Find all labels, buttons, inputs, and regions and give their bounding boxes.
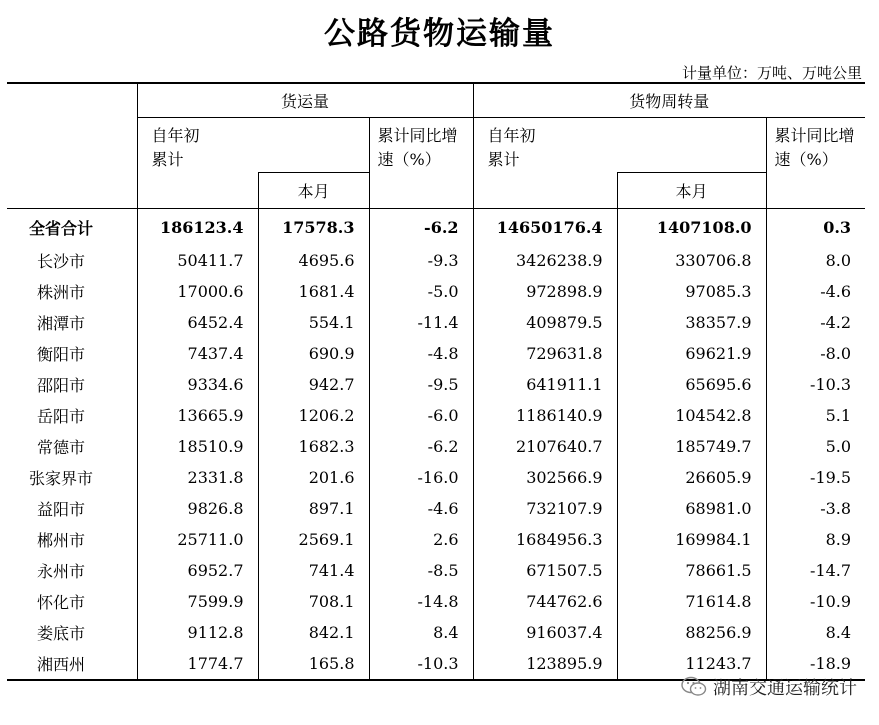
region-name: 岳阳市 [37,407,86,426]
cell-t-ytd: 744762.6 [473,586,617,617]
wechat-icon [681,676,707,698]
volume-yoy-line2: 速（%） [377,150,441,169]
cell-t-ytd: 1186140.9 [473,400,617,431]
table-row [7,307,865,338]
cell-v-yoy: -9.5 [369,369,473,400]
cell-v-month: 1206.2 [258,400,369,431]
cell-v-yoy: -10.3 [369,648,473,680]
region-name: 益阳市 [37,500,86,519]
cell-v-ytd: 13665.9 [137,400,258,431]
cell-v-yoy: -8.5 [369,555,473,586]
cell-v-ytd: 6452.4 [137,307,258,338]
cell-t-yoy: 8.0 [766,245,865,276]
cell-v-ytd: 9334.6 [137,369,258,400]
region-name: 株洲市 [37,283,86,302]
table-row [7,400,865,431]
table-row [7,338,865,369]
cell-v-month: 741.4 [258,555,369,586]
cell-t-yoy: -10.3 [766,369,865,400]
cell-v-yoy: -4.8 [369,338,473,369]
cell-t-month: 88256.9 [617,617,766,648]
cell-t-yoy: 8.4 [766,617,865,648]
cell-v-ytd: 186123.4 [137,209,258,246]
cell-t-ytd: 1684956.3 [473,524,617,555]
cell-t-yoy: 0.3 [766,209,865,246]
cell-v-month: 1682.3 [258,431,369,462]
freight-volume-header: 货运量 [137,83,473,118]
cell-v-month: 201.6 [258,462,369,493]
cell-v-ytd: 18510.9 [137,431,258,462]
cell-t-month: 26605.9 [617,462,766,493]
turnover-month-header: 本月 [617,173,766,209]
region-name: 永州市 [37,562,86,581]
cell-t-yoy: -10.9 [766,586,865,617]
cell-t-month: 68981.0 [617,493,766,524]
volume-ytd-line1: 自年初 [151,126,200,145]
table-row [7,462,865,493]
cell-t-month: 1407108.0 [617,209,766,246]
cell-t-ytd: 916037.4 [473,617,617,648]
cell-t-yoy: -4.6 [766,276,865,307]
cell-v-yoy: -6.0 [369,400,473,431]
cell-t-month: 69621.9 [617,338,766,369]
region-name: 娄底市 [37,624,86,643]
cell-v-yoy: 2.6 [369,524,473,555]
cell-t-yoy: -14.7 [766,555,865,586]
region-name: 衡阳市 [37,345,86,364]
region-name: 邵阳市 [37,376,86,395]
watermark-text: 湖南交通运输统计 [713,678,857,699]
turnover-yoy-header [766,118,865,209]
table-row [7,276,865,307]
volume-ytd-line2: 累计 [151,150,184,169]
cell-t-ytd: 972898.9 [473,276,617,307]
region-name: 怀化市 [37,593,86,612]
volume-ytd-spacer [137,173,258,209]
cell-t-yoy: -18.9 [766,648,865,680]
cell-v-yoy: -4.6 [369,493,473,524]
page-title: 公路货物运输量 [324,16,555,52]
cell-t-ytd: 123895.9 [473,648,617,680]
region-name: 长沙市 [37,252,86,271]
cell-v-yoy: -9.3 [369,245,473,276]
cell-v-yoy: 8.4 [369,617,473,648]
cell-v-ytd: 9826.8 [137,493,258,524]
cell-t-yoy: 8.9 [766,524,865,555]
cell-t-yoy: -19.5 [766,462,865,493]
cell-t-ytd: 729631.8 [473,338,617,369]
cell-t-month: 330706.8 [617,245,766,276]
region-name: 郴州市 [37,531,86,550]
cell-v-month: 165.8 [258,648,369,680]
cell-t-ytd: 2107640.7 [473,431,617,462]
freight-turnover-header: 货物周转量 [473,83,865,118]
cell-t-ytd: 302566.9 [473,462,617,493]
cell-t-ytd: 14650176.4 [473,209,617,246]
volume-ytd-header [137,118,369,173]
cell-v-yoy: -6.2 [369,431,473,462]
volume-yoy-header [369,118,473,209]
cell-v-ytd: 50411.7 [137,245,258,276]
cell-t-yoy: 5.0 [766,431,865,462]
cell-v-month: 708.1 [258,586,369,617]
cell-t-yoy: 5.1 [766,400,865,431]
turnover-yoy-line2: 速（%） [774,150,838,169]
cell-v-ytd: 1774.7 [137,648,258,680]
cell-v-yoy: -14.8 [369,586,473,617]
cell-v-yoy: -11.4 [369,307,473,338]
cell-v-month: 17578.3 [258,209,369,246]
table-body [7,209,865,681]
turnover-ytd-line1: 自年初 [487,126,536,145]
corner-header [7,83,137,209]
turnover-yoy-line1: 累计同比增 [774,126,855,145]
cell-t-ytd: 409879.5 [473,307,617,338]
cell-t-month: 104542.8 [617,400,766,431]
cell-t-ytd: 3426238.9 [473,245,617,276]
cell-v-month: 4695.6 [258,245,369,276]
unit-note: 计量单位：万吨、万吨公里 [681,64,862,82]
cell-v-month: 2569.1 [258,524,369,555]
watermark [681,674,857,700]
cell-v-ytd: 7437.4 [137,338,258,369]
cell-t-ytd: 671507.5 [473,555,617,586]
cell-t-ytd: 732107.9 [473,493,617,524]
cell-v-yoy: -5.0 [369,276,473,307]
freight-table [7,82,865,681]
cell-v-yoy: -6.2 [369,209,473,246]
region-name: 常德市 [37,438,86,457]
cell-v-month: 842.1 [258,617,369,648]
table-row [7,524,865,555]
cell-v-ytd: 25711.0 [137,524,258,555]
cell-t-month: 38357.9 [617,307,766,338]
cell-v-month: 1681.4 [258,276,369,307]
region-name: 全省合计 [29,218,94,238]
turnover-ytd-spacer [473,173,617,209]
table-row [7,617,865,648]
cell-v-ytd: 7599.9 [137,586,258,617]
cell-t-yoy: -4.2 [766,307,865,338]
table-row [7,555,865,586]
cell-v-ytd: 6952.7 [137,555,258,586]
cell-t-yoy: -8.0 [766,338,865,369]
cell-t-month: 185749.7 [617,431,766,462]
cell-t-month: 169984.1 [617,524,766,555]
cell-v-ytd: 9112.8 [137,617,258,648]
table-row [7,493,865,524]
cell-t-month: 71614.8 [617,586,766,617]
cell-t-ytd: 641911.1 [473,369,617,400]
region-name: 张家界市 [29,469,94,488]
cell-t-month: 97085.3 [617,276,766,307]
total-row [7,209,865,246]
volume-yoy-line1: 累计同比增 [377,126,458,145]
cell-v-ytd: 2331.8 [137,462,258,493]
table-row [7,586,865,617]
cell-v-month: 897.1 [258,493,369,524]
cell-v-ytd: 17000.6 [137,276,258,307]
table-row [7,431,865,462]
cell-v-month: 690.9 [258,338,369,369]
cell-v-month: 942.7 [258,369,369,400]
cell-v-yoy: -16.0 [369,462,473,493]
table-row [7,245,865,276]
table-row [7,369,865,400]
region-name: 湘潭市 [37,314,86,333]
turnover-ytd-header [473,118,766,173]
cell-t-month: 78661.5 [617,555,766,586]
cell-t-month: 65695.6 [617,369,766,400]
turnover-ytd-line2: 累计 [487,150,520,169]
volume-month-header: 本月 [258,173,369,209]
region-name: 湘西州 [7,648,137,680]
cell-v-month: 554.1 [258,307,369,338]
cell-t-month: 11243.7 [617,648,766,680]
cell-t-yoy: -3.8 [766,493,865,524]
